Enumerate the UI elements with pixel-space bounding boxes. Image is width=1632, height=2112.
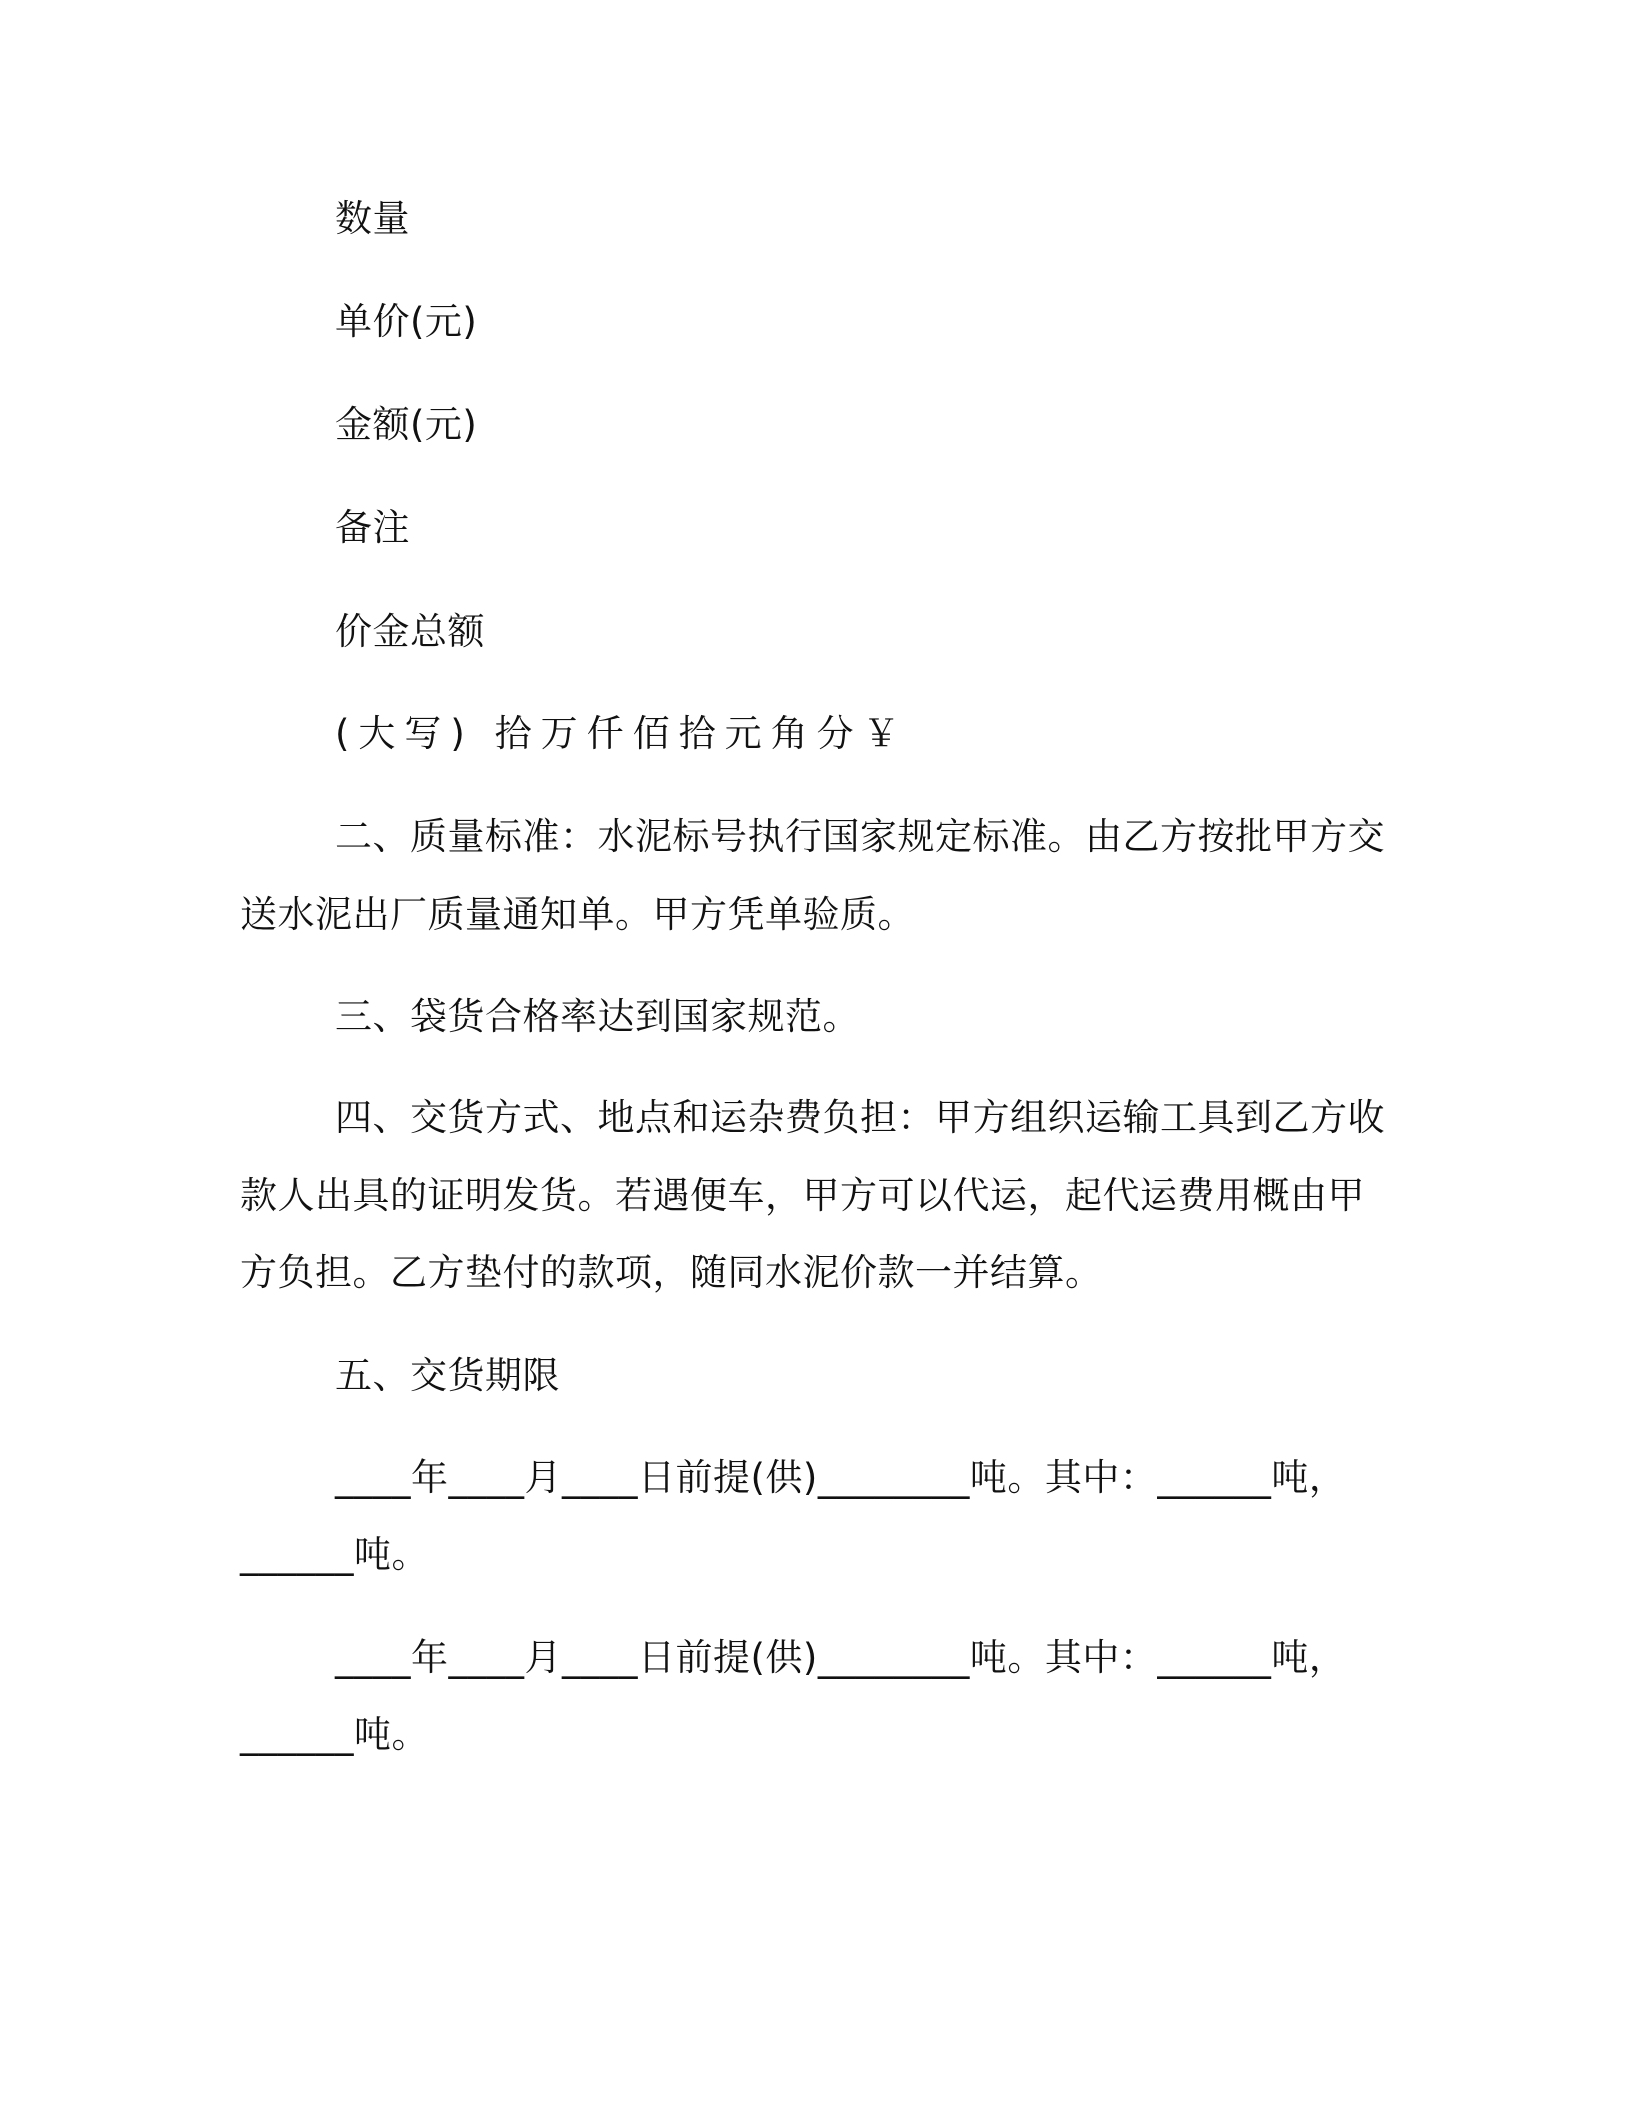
section4-line1: 四、交货方式、地点和运杂费负担：甲方组织运输工具到乙方收: [335, 1096, 1385, 1139]
delivery-entry-2-line2: ______吨。: [240, 1713, 429, 1756]
delivery-entry-2-line1: ____年____月____日前提(供)________吨。其中：______吨，: [335, 1636, 1347, 1679]
section3-line1: 三、袋货合格率达到国家规范。: [335, 995, 860, 1038]
item-amount: 金额(元): [335, 403, 478, 446]
section2-line2: 送水泥出厂质量通知单。甲方凭单验质。: [240, 893, 915, 936]
section2-line1: 二、质量标准：水泥标号执行国家规定标准。由乙方按批甲方交: [335, 815, 1385, 858]
item-capital-amount: (大写) 拾万仟佰拾元角分￥: [335, 712, 909, 755]
delivery-entry-1-line1: ____年____月____日前提(供)________吨。其中：______吨，: [335, 1456, 1347, 1499]
item-quantity: 数量: [335, 197, 410, 240]
item-total: 价金总额: [335, 610, 485, 653]
delivery-entry-1-line2: ______吨。: [240, 1533, 429, 1576]
section4-line3: 方负担。乙方垫付的款项，随同水泥价款一并结算。: [240, 1251, 1103, 1294]
item-unit-price: 单价(元): [335, 300, 478, 343]
section5-title: 五、交货期限: [335, 1354, 560, 1397]
item-remarks: 备注: [335, 506, 410, 549]
section4-line2: 款人出具的证明发货。若遇便车，甲方可以代运，起代运费用概由甲: [240, 1174, 1365, 1217]
